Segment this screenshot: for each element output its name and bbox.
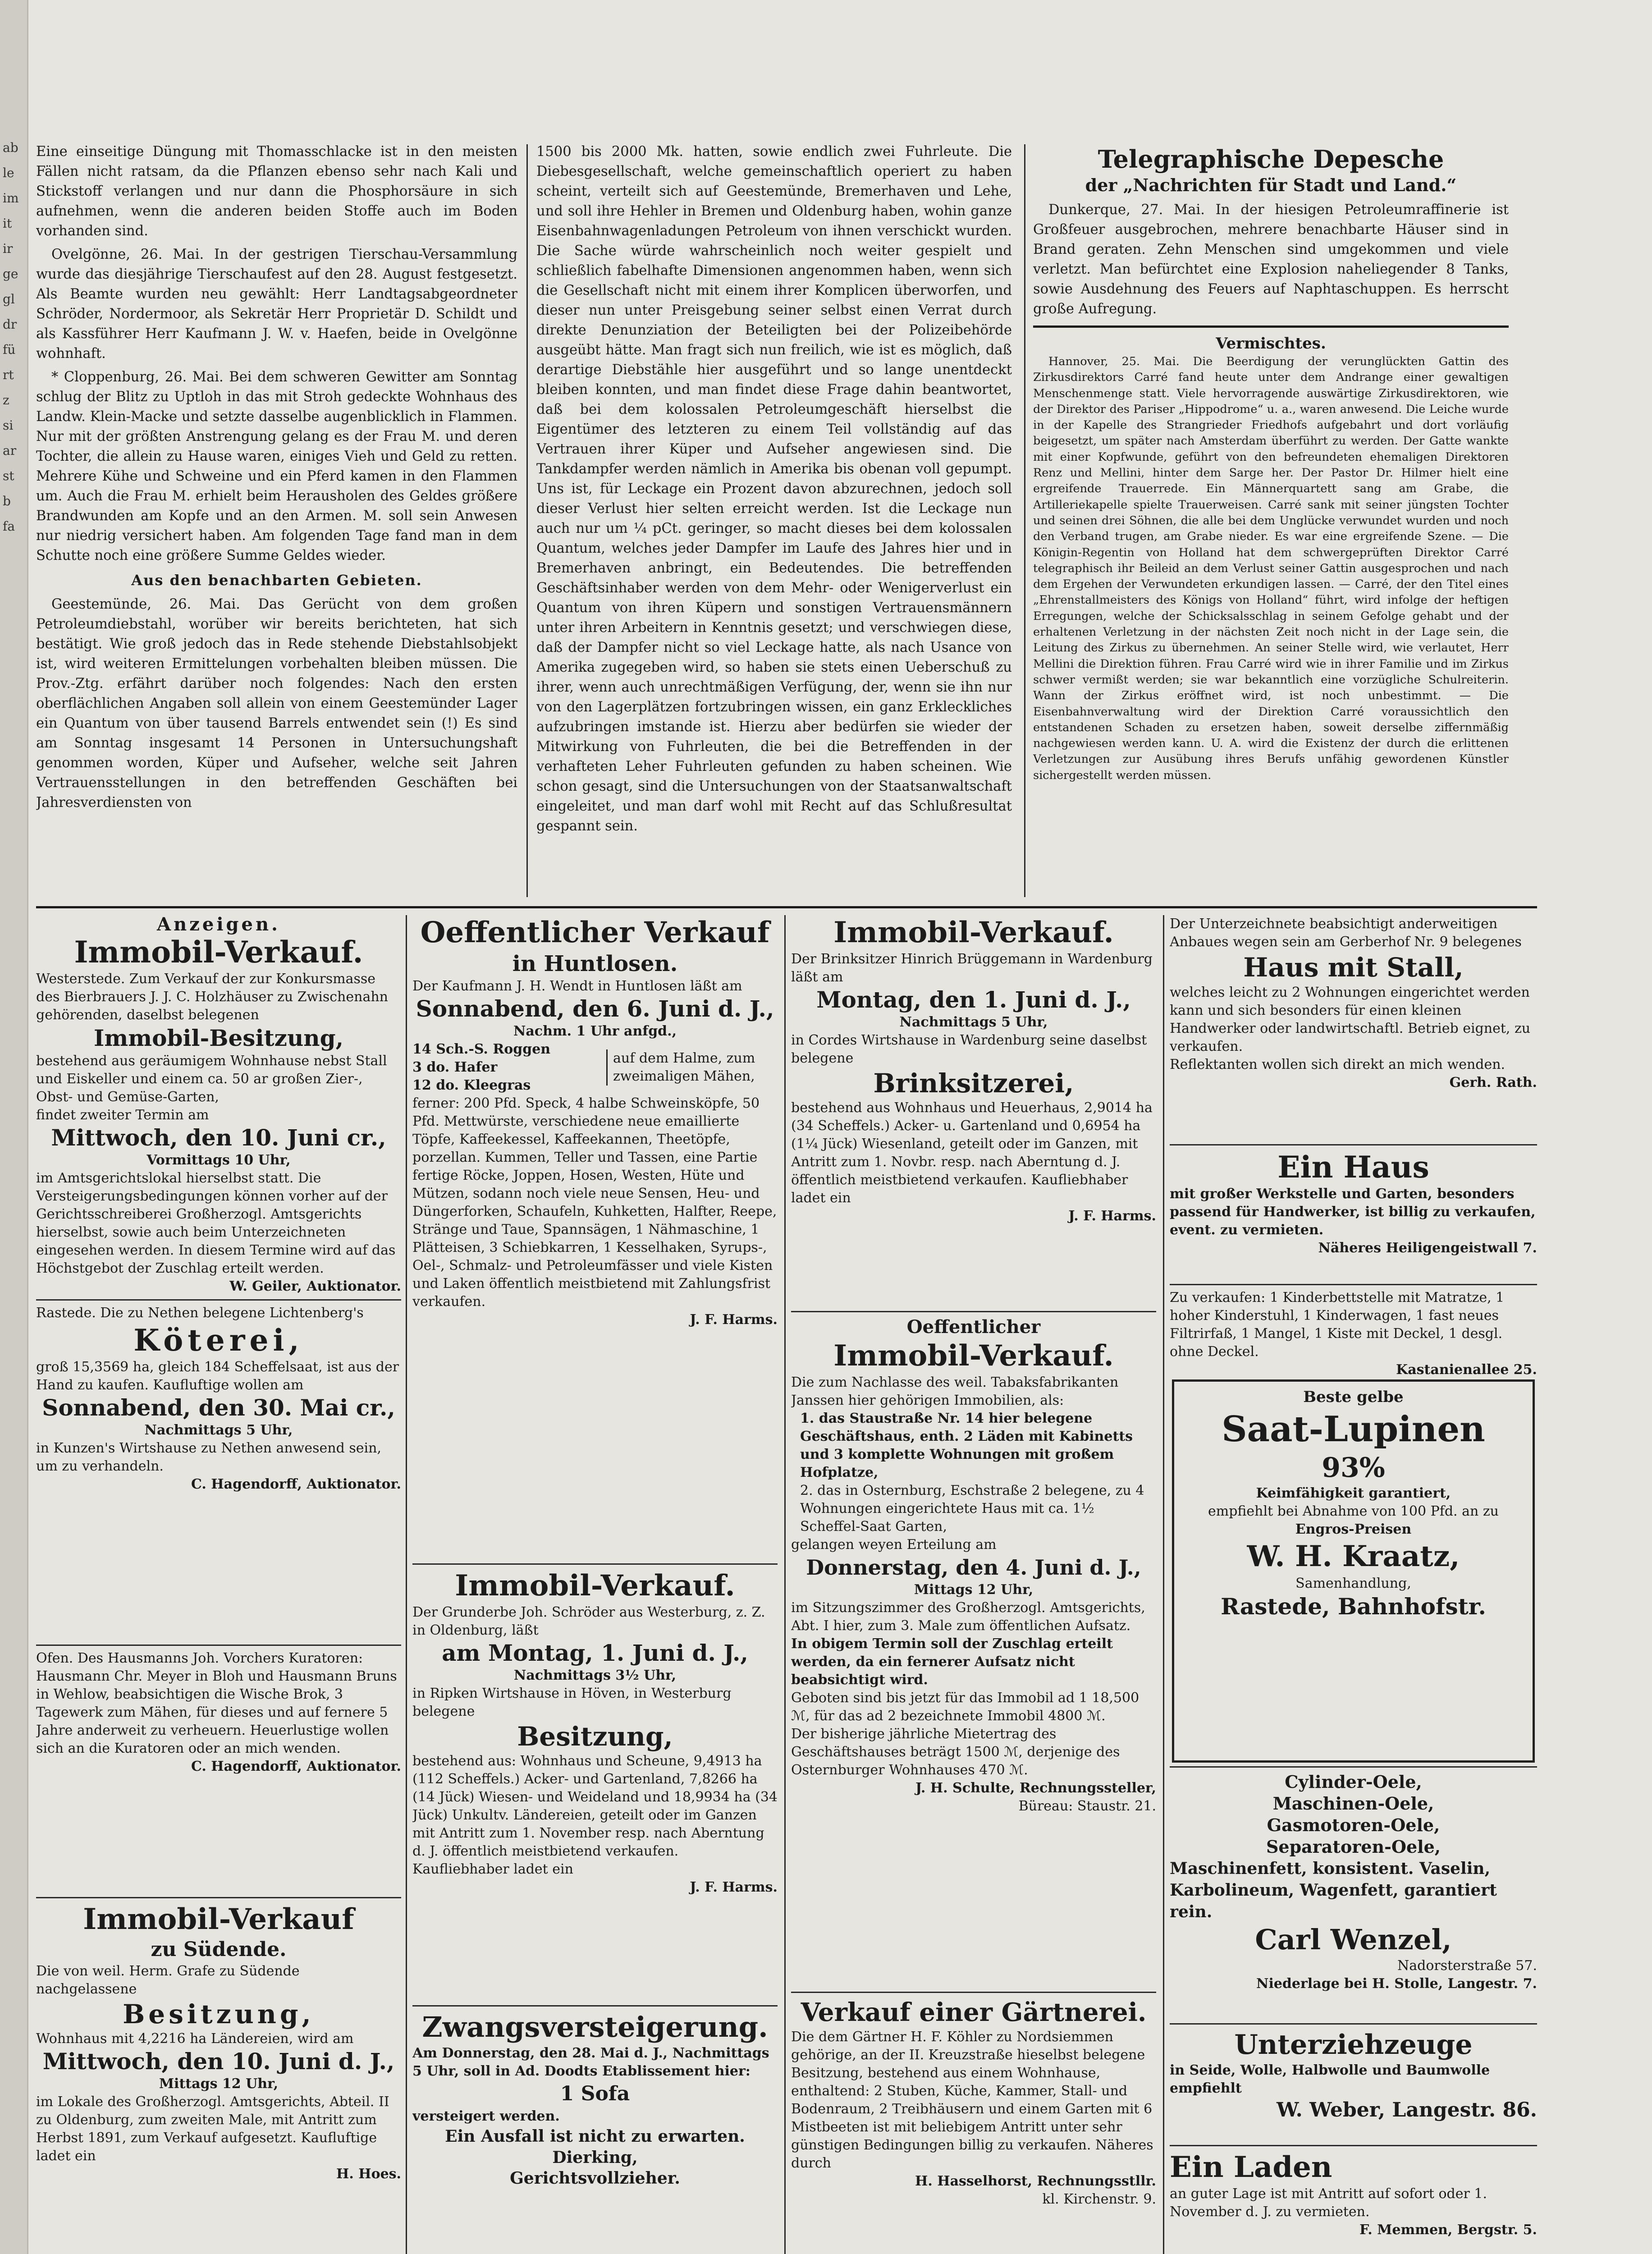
ad-title: Unterziehzeuge — [1234, 2029, 1473, 2061]
ad-title: Immobil-Verkauf. — [833, 1339, 1114, 1373]
ad-text: Keimfähigkeit garantiert, — [1256, 1485, 1451, 1501]
ad-text: Rastede. Die zu Nethen belegene Lichtenberg's — [36, 1305, 364, 1321]
ad-text: findet zweiter Termin am — [36, 1107, 209, 1123]
ad-separator — [36, 1645, 401, 1646]
ad-date: am Montag, 1. Juni d. J., — [442, 1640, 748, 1666]
ad-big: Brinksitzerei, — [873, 1068, 1074, 1099]
ad-signature: C. Hagendorff, Auktionator. — [191, 1759, 401, 1774]
ad-separator — [36, 1897, 401, 1898]
ad-signature: H. Hoes. — [336, 2166, 401, 2182]
ad-text: Näheres Heiligengeistwall 7. — [1318, 1240, 1537, 1256]
ad-immobil-suedende — [36, 1893, 401, 2254]
ad-title: Zwangsversteigerung. — [422, 2011, 768, 2043]
ad-ein-laden — [1170, 2141, 1537, 2249]
ad-ofen — [36, 1641, 401, 1934]
ad-signature: F. Memmen, Bergstr. 5. — [1359, 2222, 1537, 2238]
ad-text: In obigem Termin soll der Zuschlag erteilt werden, da ein fernerer Aufsatz nicht beabsichtigt wird. — [791, 1636, 1113, 1688]
ad-list-item: 1. das Staustraße Nr. 14 hier belegene Geschäftshaus, enth. 2 Läden mit Kabinetts und 3 komplette Wohnungen mit großem Hofplatze, — [800, 1411, 1133, 1480]
ad-text: bestehend aus Wohnhaus und Heuerhaus, 2,9014 ha (34 Scheffels.) Acker- u. Gartenland und 0,6954 ha (1¼ Jück) Wiesenland, geteilt oder im Ganzen, mit Antritt zum 1. Novbr. resp. nach Aberntung d. J. öffentlich meistbietend verkaufen. Kaufliebhaber ladet ein — [791, 1100, 1153, 1206]
ad-item: 1 Sofa — [560, 2082, 630, 2105]
ad-brace-text: auf dem Halme, zum zweimaligen Mähen, — [606, 1049, 778, 1086]
ad-date: Mittwoch, den 10. Juni d. J., — [42, 2048, 395, 2075]
ad-text: in Ripken Wirtshause in Höven, in Westerburg belegene — [412, 1686, 732, 1719]
ad-separator — [1170, 1284, 1537, 1285]
ad-title: Köterei, — [133, 1323, 304, 1358]
column-2 — [536, 142, 1012, 899]
ad-immobil-wardenburg — [791, 915, 1156, 1312]
ad-percentage: 93% — [1322, 1452, 1385, 1484]
ad-time: Mittags 12 Uhr, — [159, 2076, 279, 2092]
ad-signature: Büreau: Staustr. 21. — [1018, 1798, 1156, 1814]
ad-title: Immobil-Verkauf. — [74, 935, 363, 970]
ad-time: Nachm. 1 Uhr anfgd., — [513, 1023, 677, 1039]
ad-items — [412, 1040, 606, 1095]
ad-text: Die dem Gärtner H. F. Köhler zu Nordsiemmen gehörige, an der II. Kreuzstraße hieselbst belegene Besitzung, bestehend aus einem Wohnhause, enthaltend: 2 Stuben, Küche, Kammer, Stall- und Bodenraum, 2 Treibhäusern und einem Garten mit 6 Mistbeeten ist mit beliebigem Antritt unter sehr günstigen Bedingungen billig zu verkaufen. Näheres durch — [791, 2029, 1153, 2171]
ad-text: Engros-Preisen — [1295, 1521, 1412, 1537]
column-3 — [1033, 144, 1509, 902]
ad-title: Ein Laden — [1170, 2150, 1332, 2184]
ad-time: Mittags 12 Uhr, — [914, 1582, 1034, 1598]
telegram-subtitle: der „Nachrichten für Stadt und Land.“ — [1085, 175, 1457, 195]
ad-text: an guter Lage ist mit Antritt auf sofort oder 1. November d. J. zu vermieten. — [1170, 2186, 1487, 2220]
column-divider — [526, 144, 528, 897]
ad-text: in Kunzen's Wirtshause zu Nethen anwesend sein, um zu verhandeln. — [36, 1440, 381, 1474]
ad-signature: H. Hasselhorst, Rechnungsstllr. — [915, 2173, 1156, 2189]
ad-time: Nachmittags 3½ Uhr, — [513, 1668, 677, 1683]
gutter-text: ab le im it ir ge gl dr fü rt z si ar st b fa — [3, 140, 19, 534]
col1-paragraph-4: Geestemünde, 26. Mai. Das Gerücht von dem großen Petroleumdiebstahl, worüber wir bereits berichteten, hat sich bestätigt. Wie groß jedoch das in Rede stehende Diebstahlsobjekt ist, wird weiteren Ermittelungen vorbehalten bleiben müssen. Die Prov.-Ztg. erfährt darüber noch folgendes: Nach den ersten oberflächlichen Angaben soll allein von einem Geestemünder Lager ein Quantum von über tausend Barrels entwendet sein (!) Es sind am Sonntag insgesamt 14 Personen in Untersuchungshaft genommen worden, Küper und Aufseher, welche seit Jahren Vertrauensstellungen in den betreffenden Geschäften bei Jahresverdiensten von — [36, 596, 517, 811]
ad-date: Mittwoch, den 10. Juni cr., — [51, 1124, 386, 1151]
ad-text: versteigert werden. — [412, 2108, 560, 2124]
telegram-rule — [1033, 325, 1509, 328]
ad-separator — [1170, 2023, 1537, 2025]
ad-saat-lupinen-box — [1172, 1379, 1535, 1763]
telegram-title: Telegraphische Depesche — [1098, 145, 1444, 174]
ad-gaertnerei — [791, 1988, 1156, 2254]
telegram-text: Dunkerque, 27. Mai. In der hiesigen Petroleumraffinerie ist Großfeuer ausgebrochen, mehrere benachbarte Häuser sind in Brand geraten. Zehn Menschen sind umgekommen und viele verletzt. Man befürchtet eine Explosion naheliegender 8 Tanks, sowie Ausdehnung des Feuers auf Naphtaschuppen. Es herrscht große Aufregung. — [1033, 202, 1509, 317]
ad-item: 12 do. Kleegras — [412, 1077, 531, 1093]
ad-text: Am Donnerstag, den 28. Mai d. J., Nachmittags 5 Uhr, soll in Ad. Doodts Etablissement hier: — [412, 2045, 769, 2079]
ad-item-list — [412, 1040, 778, 1095]
col1-paragraph-1: Eine einseitige Düngung mit Thomasschlacke ist in den meisten Fällen nicht ratsam, da die Pflanzen ebenso sehr nach Kali und Stickstoff verlangen und nur dann die Phosphorsäure in sich aufnehmen, wenn die anderen beiden Stoffe auch im Boden vorhanden sind. — [36, 144, 517, 239]
ad-date: Sonnabend, den 6. Juni d. J., — [416, 995, 774, 1022]
ad-text: Wohnhaus mit 4,2216 ha Ländereien, wird am — [36, 2031, 354, 2047]
col1-paragraph-2: Ovelgönne, 26. Mai. In der gestrigen Tierschau-Versammlung wurde das diesjährige Tierschaufest auf den 28. August festgesetzt. Als Beamte wurden neu gewählt: Herr Landtagsabgeordneter Schröder, Nordermoor, als Sekretär Herr Proprietär D. Schildt und als Kassführer Herr Kaufmann J. W. v. Haefen, beide in Ovelgönne wohnhaft. — [36, 247, 517, 362]
ad-firm: W. H. Kraatz, — [1247, 1539, 1460, 1573]
ad-pretitle: Oeffentlicher — [906, 1316, 1041, 1338]
ad-immobil-westerstede — [36, 915, 401, 1636]
col1-paragraph-3: * Cloppenburg, 26. Mai. Bei dem schweren Gewitter am Sonntag schlug der Blitz zu Uptloh in das mit Stroh gedeckte Wohnhaus des Landw. Klein-Macke und setzte dasselbe augenblicklich in Flammen. Nur mit der größten Anstrengung gelang es der Frau M. und deren Tochter, die allein zu Hause waren, einiges Vieh und Geld zu retten. Mehrere Kühe und Schweine und ein Pferd kamen in den Flammen um. Auch die Frau M. erhielt beim Herausholen des Geldes größere Brandwunden am Kopfe und an den Armen. M. soll sein Anwesen nur niedrig versichert haben. Am folgenden Tage fand man in dem Schutte noch eine größere Summe Geldes wieder. — [36, 369, 517, 564]
ad-subtitle: zu Südende. — [151, 1938, 287, 1961]
ad-zu-verkaufen — [1170, 1280, 1537, 1379]
ad-separator — [1170, 2145, 1537, 2146]
ad-title: Verkauf einer Gärtnerei. — [801, 1997, 1147, 2027]
ad-title: Oeffentlicher Verkauf — [420, 916, 770, 949]
ad-item: Gasmotoren-Oele, — [1267, 1815, 1440, 1835]
section-rule — [36, 906, 1537, 908]
ad-text: in Seide, Wolle, Halbwolle und Baumwolle empfiehlt — [1170, 2062, 1490, 2096]
ad-signature: J. F. Harms. — [690, 1312, 778, 1328]
ad-ein-haus — [1170, 1141, 1537, 1280]
ad-signature: W. Weber, Langestr. 86. — [1276, 2098, 1537, 2121]
ad-text: ferner: 200 Pfd. Speck, 4 halbe Schweinsköpfe, 50 Pfd. Mettwürste, verschiedene neue emaillierte Töpfe, Kaffeekessel, Kaffeekannen, Theetöpfe, porzellan. Kummen, Teller und Tassen, eine Partie fertige Röcke, Joppen, Hosen, Westen, Hüte und Mützen, sodann noch viele neue Sensen, Heu- und Düngerforken, Schaufeln, Kuhketten, Halfter, Reepe, Stränge und Taue, Spannsägen, 1 Nähmaschine, 1 Plätteisen, 3 Schiebkarren, 1 Kesselhaken, Syrups-, Oel-, Schmalz- und Petroleumfässer und viele Kisten und Laken öffentlich meistbietend mit Zahlungsfrist verkaufen. — [412, 1095, 777, 1310]
ad-list-item: 2. das in Osternburg, Eschstraße 2 belegene, zu 4 Wohnungen eingerichtete Haus mit ca. 1½ Scheffel-Saat Garten, — [800, 1483, 1144, 1535]
ad-date: Montag, den 1. Juni d. J., — [816, 986, 1131, 1013]
ad-text: Maschinenfett, konsistent. Vaselin, Karbolineum, Wagenfett, garantiert rein. — [1170, 1859, 1497, 1921]
ad-signature: kl. Kirchenstr. 9. — [1042, 2191, 1156, 2207]
ad-time: Nachmittags 5 Uhr, — [144, 1422, 293, 1438]
ad-separator — [1170, 1144, 1537, 1145]
ad-unterziehzeuge — [1170, 2020, 1537, 2141]
ad-text: Die zum Nachlasse des weil. Tabaksfabrikanten Janssen hier gehörigen Immobilien, als: — [791, 1374, 1119, 1408]
ad-text: Die von weil. Herm. Grafe zu Südende nachgelassene — [36, 1963, 300, 1997]
ad-subtitle: Immobil-Besitzung, — [93, 1025, 344, 1051]
ad-firm: Carl Wenzel, — [1255, 1923, 1452, 1956]
ad-signature: Gerichtsvollzieher. — [510, 2169, 680, 2188]
ad-signature: W. Geiler, Auktionator. — [229, 1278, 401, 1294]
ad-text: Der bisherige jährliche Mietertrag des Geschäftshauses beträgt 1500 ℳ, derjenige des Osternburger Wohnhauses 470 ℳ. — [791, 1726, 1120, 1778]
ad-text: Der Unterzeichnete beabsichtigt anderweitigen Anbaues wegen sein am Gerberhof Nr. 9 belegenes — [1170, 916, 1522, 950]
ad-separator — [36, 1299, 401, 1301]
ad-text: empfiehlt bei Abnahme von 100 Pfd. an zu — [1208, 1503, 1499, 1519]
ad-oeffentlicher-verkauf — [412, 915, 778, 1560]
ad-zwangsversteigerung — [412, 2002, 778, 2254]
ad-date: Sonnabend, den 30. Mai cr., — [42, 1394, 395, 1421]
ad-subtitle: in Huntlosen. — [512, 951, 678, 976]
ad-title: Saat-Lupinen — [1222, 1409, 1485, 1450]
ad-text: gelangen weyen Erteilung am — [791, 1537, 997, 1553]
ad-time: Vormittags 10 Uhr, — [146, 1152, 291, 1168]
ads-heading: Anzeigen. — [157, 915, 280, 935]
ad-text: Ofen. Des Hausmanns Joh. Vorchers Kuratoren: Hausmann Chr. Meyer in Bloh und Hausmann Bruns in Wehlow, beabsichtigen die Wische Brok, 3 Tagewerk zum Mähen, für dieses und auf fernere 5 Jahre anderweit zu verheuern. Heuerlustige wollen sich an die Kuratoren oder an mich wenden. — [36, 1650, 397, 1756]
ad-text: groß 15,3569 ha, gleich 184 Scheffelsaat, ist aus der Hand zu kaufen. Kaufluftige wollen am — [36, 1359, 399, 1393]
ad-carl-wenzel — [1170, 1763, 1537, 2015]
ad-text: Geboten sind bis jetzt für das Immobil ad 1 18,500 ℳ, für das ad 2 bezeichnete Immobil 4800 ℳ. — [791, 1690, 1139, 1724]
ad-address: Nadorsterstraße 57. — [1397, 1958, 1537, 1974]
ad-signature: Dierking, — [552, 2148, 638, 2167]
column-divider — [1024, 144, 1025, 897]
ad-text: im Sitzungszimmer des Großherzogl. Amtsgerichts, Abt. I hier, zum 3. Male zum öffentlichen Aufsatz. — [791, 1600, 1145, 1634]
ad-text: bestehend aus geräumigem Wohnhause nebst Stall und Eiskeller und einem ca. 50 ar großen Zier-, Obst- und Gemüse-Garten, — [36, 1053, 387, 1105]
ad-time: Nachmittags 5 Uhr, — [899, 1014, 1048, 1030]
ad-separator — [791, 1992, 1156, 1993]
ad-separator — [412, 1563, 778, 1565]
ad-text: in Cordes Wirtshause in Wardenburg seine daselbst belegene — [791, 1032, 1147, 1066]
ad-title: Immobil-Verkauf. — [455, 1569, 735, 1603]
section-heading-neighbors: Aus den benachbarten Gebieten. — [131, 572, 422, 589]
ad-place: Rastede, Bahnhofstr. — [1221, 1593, 1486, 1620]
ad-signature: J. F. Harms. — [1068, 1208, 1156, 1224]
ad-item: 14 Sch.-S. Roggen — [412, 1041, 551, 1057]
left-page-gutter — [0, 0, 28, 2254]
ad-branch: Niederlage bei H. Stolle, Langestr. 7. — [1256, 1976, 1537, 1992]
ad-item: Separatoren-Oele, — [1266, 1837, 1441, 1857]
ad-separator — [791, 1311, 1156, 1312]
ad-immobil-janssen — [791, 1307, 1156, 1984]
ad-date: Donnerstag, den 4. Juni d. J., — [806, 1555, 1141, 1580]
ad-immobil-westerburg — [412, 1560, 778, 1997]
ad-separator — [412, 2005, 778, 2007]
ad-text: Der Brinksitzer Hinrich Brüggemann in Wardenburg läßt am — [791, 951, 1153, 985]
ad-column-divider — [406, 915, 407, 2254]
column-1 — [36, 142, 517, 899]
ad-item: Cylinder-Oele, — [1285, 1772, 1422, 1792]
ad-text: Samenhandlung, — [1295, 1576, 1411, 1591]
ad-text: Der Grunderbe Joh. Schröder aus Westerburg, z. Z. in Oldenburg, läßt — [412, 1604, 765, 1638]
ad-text: Reflektanten wollen sich direkt an mich wenden. — [1170, 1057, 1506, 1072]
ad-signature: Gerh. Rath. — [1449, 1075, 1537, 1090]
ad-text: Zu verkaufen: 1 Kinderbettstelle mit Matratze, 1 hoher Kinderstuhl, 1 Kinderwagen, 1 fast neues Filtrirfaß, 1 Mangel, 1 Kiste mit Deckel, 1 desgl. ohne Deckel. — [1170, 1290, 1505, 1360]
col2-paragraph-1: 1500 bis 2000 Mk. hatten, sowie endlich zwei Fuhrleute. Die Diebesgesellschaft, welche gemeinschaftlich operiert zu haben scheint, verteilt sich auf Geestemünde, Bremerhaven und Lehe, und soll ihre Hehler in Bremen und Oldenburg haben, wohin ganze Eisenbahnwagenladungen Petroleum von ihnen verschickt wurden. Die Sache würde wahrscheinlich noch weiter gespielt und schließlich fabelhafte Dimensionen angenommen haben, wenn sich die Gesellschaft nicht mit einem ihrer Komplicen überworfen, und dieser nun unter Preisgebung seiner selbst einen Verrat durch direkte Denunziation der Beteiligten bei der Polizeibehörde ausgeübt hätte. Man fragt sich nun freilich, wie ist es möglich, daß derartige Diebstähle hier ausgeführt und so lange unentdeckt bleiben konnten, und man findet diese Frage dahin beantwortet, daß bei dem kolossalen Petroleumgeschäft hierselbst die Eigentümer des letzteren zu einem Teil vollständig auf das Vertrauen ihrer Küper und Aufseher angewiesen sind. Die Tankdampfer werden nämlich in Amerika bis obenan voll gepumpt. Uns ist, für Leckage ein Prozent davon abzurechnen, jedoch soll dieser Verlust hier selten erreicht werden. Ist die Leckage nun auch nur um ¼ pCt. geringer, so macht dieses bei dem kolossalen Quantum, welches jeder Dampfer im Laufe des Jahres hier und in Bremerhaven anbringt, ein Bedeutendes. Die betreffenden Geschäftsinhaber werden von dem Mehr- oder Wenigerverlust ein Quantum von ihren Küpern und sonstigen Vertrauensmännern unter ihren Arbeitern in Kenntnis gesetzt; und verschwiegen diese, daß der Dampfer nicht so viel Leckage hatte, als nach Usance von Amerika zugegeben wird, so haben sie stets einen Ueberschuß zu ihrer, wenn auch unrechtmäßigen Verfügung, der, wenn sie ihn nur von den Lagerplätzen fortzubringen wissen, ein ganz Erkleckliches aufzubringen imstande ist. Hierzu aber bedürfen sie wieder der Mitwirkung von Fuhrleuten, die bei die Betreffenden in der verhafteten Leher Fuhrleuten gefunden zu haben scheinen. Wie schon gesagt, sind die Untersuchungen von der Staatsanwaltschaft eingeleitet, und man darf wohl mit Recht auf das Schlußresultat gespannt sein. — [536, 144, 1012, 834]
ad-signature: J. H. Schulte, Rechnungssteller, — [915, 1780, 1156, 1796]
misc-title: Vermischtes. — [1216, 334, 1326, 353]
ad-big: Besitzung, — [517, 1721, 673, 1752]
ad-text: im Amtsgerichtslokal hierselbst statt. Die Versteigerungsbedingungen können vorher auf der Gerichtsschreiberei Großherzogl. Amtsgerichts hierselbst, sowie auch beim Unterzeichneten eingesehen werden. In diesem Termine wird auf das Höchstgebot der Zuschlag erteilt werden. — [36, 1170, 396, 1276]
ad-title: Haus mit Stall, — [1243, 952, 1464, 983]
ad-text: im Lokale des Großherzogl. Amtsgerichts, Abteil. II zu Oldenburg, zum zweiten Male, mit Antritt zum Herbst 1891, zum Verkauf aufgesetzt. Kaufluftige ladet ein — [36, 2094, 389, 2164]
ad-text: Ein Ausfall ist nicht zu erwarten. — [445, 2127, 745, 2146]
ad-column-divider — [784, 915, 786, 2254]
ad-signature: J. F. Harms. — [690, 1879, 778, 1895]
ad-text: welches leicht zu 2 Wohnungen eingerichtet werden kann und sich besonders für einen kleinen Handwerker oder landwirtschaftl. Betrieb eignet, zu verkaufen. — [1170, 985, 1531, 1054]
ad-saat-lupinen — [1179, 1386, 1528, 1756]
ad-pretitle: Beste gelbe — [1303, 1388, 1404, 1406]
ad-title: Immobil-Verkauf — [83, 1902, 354, 1936]
ad-title: Immobil-Verkauf. — [833, 916, 1114, 949]
ad-text: bestehend aus: Wohnhaus und Scheune, 9,4913 ha (112 Scheffels.) Acker- und Gartenland, 7,8266 ha (14 Jück) Wiesen- und Weideland und 18,9934 ha (34 Jück) Unkultv. Ländereien, geteilt oder im Ganzen mit Antritt zum 1. November resp. nach Aberntung d. J. öffentlich meistbietend verkaufen. Kaufliebhaber ladet ein — [412, 1753, 778, 1877]
ad-haus-mit-stall — [1170, 915, 1537, 1154]
ad-text: Westerstede. Zum Verkauf der zur Konkursmasse des Bierbrauers J. J. C. Holzhäuser zu Zwischenahn gehörenden, daselbst belegenen — [36, 971, 388, 1023]
ad-item: Maschinen-Oele, — [1272, 1793, 1434, 1814]
ad-text: Der Kaufmann J. H. Wendt in Huntlosen läßt am — [412, 978, 742, 994]
ad-item: 3 do. Hafer — [412, 1059, 498, 1075]
misc-text: Hannover, 25. Mai. Die Beerdigung der verunglückten Gattin des Zirkusdirektors Carré fand heute unter dem Andrange einer gewaltigen Menschenmenge statt. Viele hervorragende auswärtige Zirkusdirektoren, wie der Direktor des Pariser „Hippodrome“ u. a., waren anwesend. Die Leiche wurde in der Kapelle des Strangrieder Friedhofs aufgebahrt und dort vorläufig beigesetzt, um später nach Amsterdam überführt zu werden. Der Gatte wankte mit einer Kopfwunde, geführt von den befreundeten ehemaligen Direktoren Renz und Mellini, hinter dem Sarge her. Der Pastor Dr. Hilmer hielt eine ergreifende Trauerrede. Ein Männerquartett sang am Grabe, die Artilleriekapelle spielte Trauerweisen. Carré sank mit seiner jüngsten Tochter und seinen drei Söhnen, die alle bei dem Unglücke verwundet wurden und noch den Verband trugen, am Grabe nieder. Es war eine ergreifende Szene. — Die Königin-Regentin von Holland hat dem schwergeprüften Direktor Carré telegraphisch ihr Beileid an dem Verlust seiner Gattin ausgesprochen und nach dem Ergehen der Verwundeten erkundigen lassen. — Carré, der den Titel eines „Ehrenstallmeisters des Königs von Holland“ führt, wird infolge der heftigen Erregungen, welche der Schicksalsschlag in seinem Gefolge gehabt und der erhaltenen Verletzung in der nächsten Zeit noch nicht in der Lage sein, die Leitung des Zirkus zu übernehmen. An seiner Stelle wird, wie verlautet, Herr Mellini die Direktion führen. Frau Carré wird wie in ihrer Familie und im Zirkus schwer vermißt werden; sie war bekanntlich eine vorzügliche Schulreiterin. Wann der Zirkus eröffnet wird, ist noch unbestimmt. — Die Eisenbahnverwaltung wird der Direktion Carré voraussichtlich den entstandenen Schaden zu ersetzen haben, soweit derselbe ziffernmäßig nachgewiesen werden kann. U. A. wird die Existenz der durch die erlittenen Verletzungen zur Ausübung ihres Berufs unfähig gewordenen Künstler sichergestellt werden müssen. — [1033, 355, 1509, 782]
ad-text: mit großer Werkstelle und Garten, besonders passend für Handwerker, ist billig zu verkaufen, event. zu vermieten. — [1170, 1186, 1536, 1238]
ad-title: Ein Haus — [1277, 1150, 1429, 1185]
ad-separator — [1170, 1766, 1537, 1768]
ad-signature: Kastanienallee 25. — [1396, 1362, 1537, 1378]
ad-column-divider — [1163, 915, 1164, 2254]
ad-big: Besitzung, — [123, 1999, 315, 2030]
ad-signature: C. Hagendorff, Auktionator. — [191, 1476, 401, 1492]
